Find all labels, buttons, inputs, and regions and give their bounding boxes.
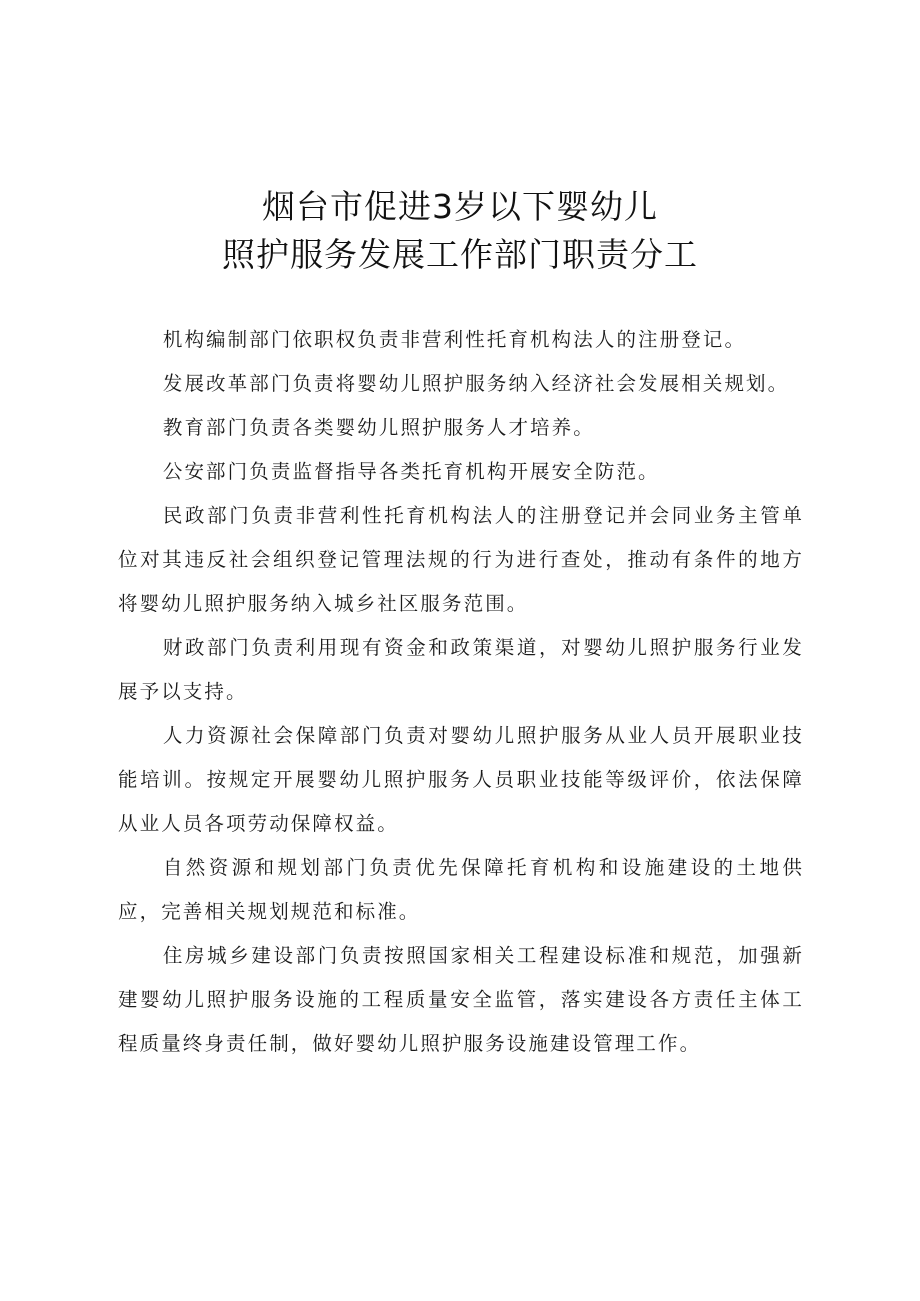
title-line-1: 烟台市促进3岁以下婴幼儿 (262, 187, 658, 226)
paragraph-development-reform: 发展改革部门负责将婴幼儿照护服务纳入经济社会发展相关规划。 (162, 372, 790, 395)
paragraph-civil-affairs: 民政部门负责非营利性托育机构法人的注册登记并会同业务主管单位对其违反社会组织登记管理法规的行为进行查处，推动有条件的地方将婴幼儿照护服务纳入城乡社区服务范围。 (118, 504, 804, 615)
paragraph-finance: 财政部门负责利用现有资金和政策渠道，对婴幼儿照护服务行业发展予以支持。 (118, 636, 804, 703)
document-title (0, 183, 920, 279)
document-body (118, 318, 804, 1066)
title-line-2: 照护服务发展工作部门职责分工 (222, 235, 698, 274)
paragraph-housing-construction: 住房城乡建设部门负责按照国家相关工程建设标准和规范，加强新建婴幼儿照护服务设施的工程质量安全监管，落实建设各方责任主体工程质量终身责任制，做好婴幼儿照护服务设施建设管理工作。 (118, 944, 804, 1055)
paragraph-human-resources: 人力资源社会保障部门负责对婴幼儿照护服务从业人员开展职业技能培训。按规定开展婴幼儿照护服务人员职业技能等级评价，依法保障从业人员各项劳动保障权益。 (118, 724, 804, 835)
paragraph-natural-resources: 自然资源和规划部门负责优先保障托育机构和设施建设的土地供应，完善相关规划规范和标准。 (118, 856, 804, 923)
paragraph-education: 教育部门负责各类婴幼儿照护服务人才培养。 (162, 416, 595, 439)
paragraph-organization: 机构编制部门依职权负责非营利性托育机构法人的注册登记。 (162, 328, 747, 351)
paragraph-public-security: 公安部门负责监督指导各类托育机构开展安全防范。 (162, 460, 660, 483)
